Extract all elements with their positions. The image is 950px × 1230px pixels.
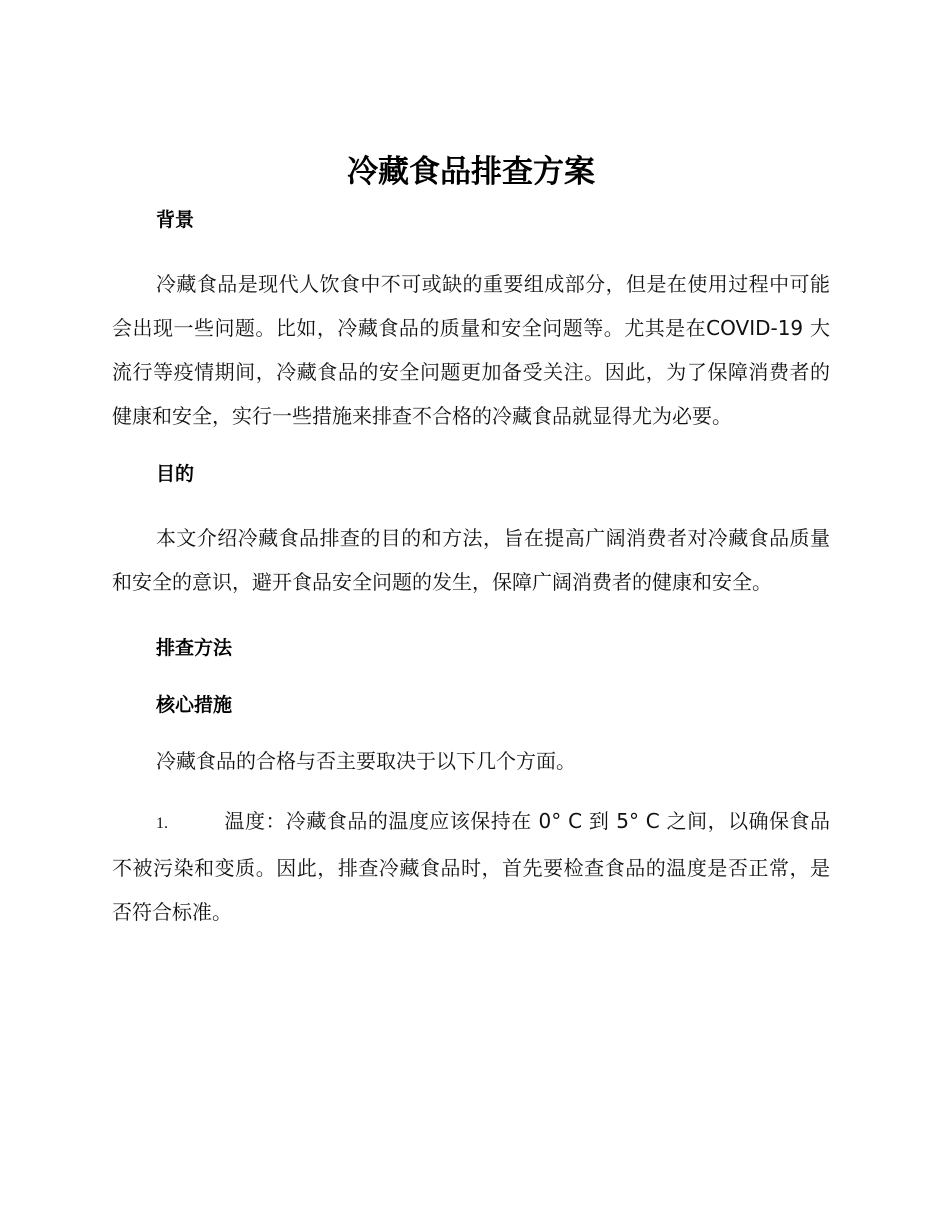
paragraph-core-intro: 冷藏食品的合格与否主要取决于以下几个方面。 [156, 749, 576, 773]
section-heading-method: 排查方法 [156, 637, 233, 659]
section-heading-core-measures: 核心措施 [156, 694, 233, 716]
list-item-text: 温度：冷藏食品的温度应该保持在 0° C 到 5° C 之间，以确保食品不被污染和变质。因此，排查冷藏食品时，首先要检查食品的温度是否正常，是否符合标准。 [112, 809, 830, 924]
paragraph-background: 冷藏食品是现代人饮食中不可或缺的重要组成部分，但是在使用过程中可能会出现一些问题。比如，冷藏食品的质量和安全问题等。尤其是在COVID-19 大流行等疫情期间，冷藏食品的安全问题更加备受关注。因此，为了保障消费者的健康和安全，实行一些措施来排查不合格的冷藏食品就显得尤为必要。 [112, 272, 830, 428]
document-body [112, 150, 830, 934]
section-heading-background: 背景 [156, 209, 195, 231]
list-item [112, 799, 830, 934]
section-heading-purpose: 目的 [156, 463, 195, 485]
list-item-number: 1. [156, 815, 168, 832]
paragraph-purpose: 本文介绍冷藏食品排查的目的和方法，旨在提高广阔消费者对冷藏食品质量和安全的意识，避开食品安全问题的发生，保障广阔消费者的健康和安全。 [112, 526, 830, 594]
document-title: 冷藏食品排查方案 [347, 154, 595, 190]
